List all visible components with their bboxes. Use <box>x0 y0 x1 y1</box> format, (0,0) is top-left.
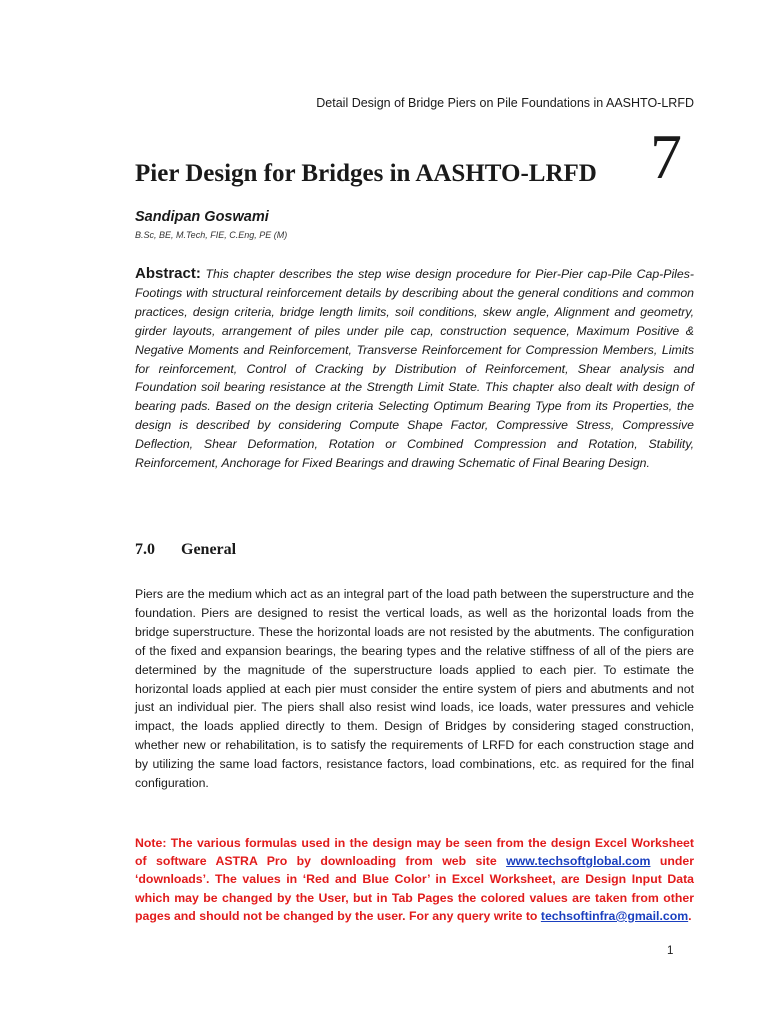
abstract-label: Abstract: <box>135 265 201 282</box>
abstract-text: This chapter describes the step wise design procedure for Pier-Pier cap-Pile Cap-Piles-Footings with structural reinforcement details by describing about the general conditions and common practices, design criteria, bridge length limits, soil conditions, skew angle, Alignment and geometry, girder layouts, arrangement of piles under pile cap, construction sequence, Maximum Positive & Negative Moments and Reinforcement, Transverse Reinforcement for Compression Members, Limits for reinforcement, Control of Cracking by Distribution of Reinforcement, Shear analysis and Foundation soil bearing resistance at the Strength Limit State. This chapter also dealt with design of bearing pads. Based on the design criteria Selecting Optimum Bearing Type from its Properties, the design is described by considering Compute Shape Factor, Compressive Stress, Compressive Deflection, Shear Deformation, Rotation or Combined Compression and Rotation, Stability, Reinforcement, Anchorage for Fixed Bearings and drawing Schematic of Final Bearing Design. <box>135 267 694 471</box>
section-paragraph: Piers are the medium which act as an integral part of the load path between the superstructure and the foundation. Piers are designed to resist the vertical loads, as well as the horizontal loads from the bridge superstructure. These the horizontal loads are not resisted by the abutments. The configuration of the fixed and expansion bearings, the bearing types and the relative stiffness of all of the piers are determined by the magnitude of the superstructure loads applied to each pier. To estimate the horizontal loads applied at each pier must consider the entire system of piers and abutments and not just an individual pier. The piers shall also resist wind loads, ice loads, water pressures and vehicle impact, the loads applied directly to them. Design of Bridges by considering staged construction, whether new or rehabilitation, is to satisfy the requirements of LRFD for each construction stage and by utilizing the same load factors, resistance factors, load combinations, etc. as required for the final configuration. <box>135 587 694 791</box>
page-number: 1 <box>667 945 674 957</box>
running-header: Detail Design of Bridge Piers on Pile Foundations in AASHTO-LRFD <box>316 96 694 110</box>
chapter-title: Pier Design for Bridges in AASHTO-LRFD <box>135 160 597 187</box>
author-credentials: B.Sc, BE, M.Tech, FIE, C.Eng, PE (M) <box>135 230 288 240</box>
note-text-part2: under ‘downloads’. The values in ‘Red and Blue Color’ in Excel Worksheet, are Design Input Data which may be changed by the User, but in Tab Pages the colored values are taken from other pages and should not be changed by the user. For any query write to <box>135 854 695 923</box>
note-block <box>135 834 694 925</box>
section-number: 7.0 <box>135 541 155 558</box>
note-text-part3: . <box>688 908 692 923</box>
abstract <box>135 265 694 473</box>
email-link[interactable]: techsoftinfra@gmail.com <box>540 908 689 923</box>
section-title: General <box>181 541 237 558</box>
chapter-number: 7 <box>650 121 682 192</box>
section-heading <box>135 541 236 559</box>
author-name: Sandipan Goswami <box>135 209 269 225</box>
note-text-part1: Note: The various formulas used in the design may be seen from the design Excel Worksheet of software ASTRA Pro by downloading from web site <box>135 836 694 869</box>
website-link[interactable]: www.techsoftglobal.com <box>506 854 651 869</box>
